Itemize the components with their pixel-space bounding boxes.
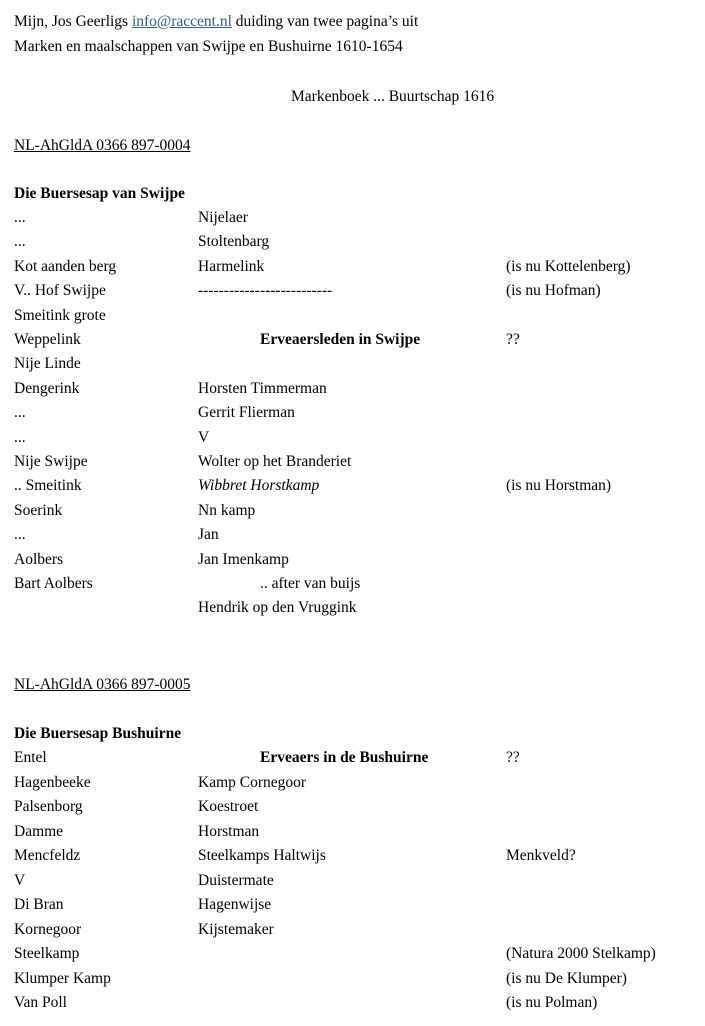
table-row <box>0 895 705 915</box>
place-name: Van Poll <box>14 994 67 1011</box>
place-name: Di Bran <box>14 896 64 913</box>
table-row <box>0 232 705 252</box>
place-name: ... <box>14 428 26 446</box>
table-row <box>0 773 705 793</box>
table-row <box>0 330 705 350</box>
column-heading: Erveaers in de Bushuirne <box>260 749 429 766</box>
note: Menkveld? <box>506 847 576 864</box>
owner-name: .. after van buijs <box>260 575 361 592</box>
owner-name: Horstman <box>198 822 260 840</box>
owner-name: Wibbret Horstkamp <box>198 477 320 495</box>
owner-name: -------------------------- <box>198 282 333 300</box>
archive-reference-1: NL-AhGldA 0366 897-0004 <box>14 137 191 154</box>
table-row <box>0 208 705 228</box>
owner-name: Hagenwijse <box>198 896 272 913</box>
place-name: .. Smeitink <box>14 477 82 495</box>
owner-name: Kamp Cornegoor <box>198 773 307 791</box>
archive-reference-2: NL-AhGldA 0366 897-0005 <box>14 676 191 693</box>
place-name: Aolbers <box>14 550 64 568</box>
place-name: V.. Hof Swijpe <box>14 282 106 300</box>
place-name: Damme <box>14 822 64 840</box>
table-row <box>0 379 705 399</box>
owner-name: Wolter op het Branderiet <box>198 453 352 470</box>
owner-name: Hendrik op den Vruggink <box>198 599 357 617</box>
table-row <box>0 822 705 842</box>
table-row <box>0 944 705 964</box>
table-row <box>0 550 705 570</box>
table-row <box>0 797 705 817</box>
table-row <box>0 281 705 301</box>
note: ?? <box>506 331 520 348</box>
place-name: Weppelink <box>14 331 81 348</box>
table-row <box>0 428 705 448</box>
table-row <box>0 354 705 374</box>
table-row <box>0 574 705 594</box>
owner-name: Stoltenbarg <box>198 233 270 251</box>
place-name: ... <box>14 233 26 251</box>
note: (is nu Polman) <box>506 994 598 1011</box>
owner-name: Jan <box>198 526 219 544</box>
place-name: ... <box>14 404 26 422</box>
owner-name: Jan Imenkamp <box>198 550 289 568</box>
place-name: ... <box>14 526 26 544</box>
table-row <box>0 598 705 618</box>
owner-name: Kijstemaker <box>198 920 274 938</box>
place-name: Hagenbeeke <box>14 773 91 791</box>
intro-line <box>14 12 418 32</box>
table-row <box>0 846 705 866</box>
place-name: V <box>14 871 26 889</box>
place-name: Klumper Kamp <box>14 969 111 987</box>
owner-name: Gerrit Flierman <box>198 404 295 422</box>
owner-name: Nn kamp <box>198 501 256 519</box>
place-name: Steelkamp <box>14 945 80 962</box>
table-row <box>0 452 705 472</box>
table-row <box>0 306 705 326</box>
table-row <box>0 476 705 496</box>
place-name: ... <box>14 209 26 226</box>
owner-name: Steelkamps Haltwijs <box>198 847 326 864</box>
place-name: Soerink <box>14 501 63 519</box>
note: (is nu Hofman) <box>506 282 601 300</box>
table-row <box>0 920 705 940</box>
table-row <box>0 969 705 989</box>
table-row <box>0 871 705 891</box>
note: (is nu De Klumper) <box>506 969 627 987</box>
place-name: Nije Linde <box>14 355 81 373</box>
owner-name: V <box>198 428 210 446</box>
note: (is nu Kottelenberg) <box>506 257 631 275</box>
place-name: Kornegoor <box>14 920 82 938</box>
note: (is nu Horstman) <box>506 477 612 495</box>
section-heading-swijpe: Die Buersesap van Swijpe <box>14 185 185 202</box>
table-row <box>0 748 705 768</box>
column-heading: Erveaersleden in Swijpe <box>260 331 421 348</box>
table-row <box>0 257 705 277</box>
place-name: Nije Swijpe <box>14 453 88 470</box>
place-name: Smeitink grote <box>14 306 106 324</box>
owner-name: Duistermate <box>198 871 274 889</box>
intro-text-after: duiding van twee pagina’s uit <box>231 13 419 30</box>
email-link[interactable]: info@raccent.nl <box>131 13 232 30</box>
document-subtitle: Markenboek ... Buurtschap 1616 <box>291 88 495 105</box>
owner-name: Harmelink <box>198 257 265 275</box>
place-name: Mencfeldz <box>14 847 81 864</box>
place-name: Dengerink <box>14 379 80 397</box>
table-row <box>0 403 705 423</box>
section-heading-bushuirne: Die Buersesap Bushuirne <box>14 725 182 742</box>
owner-name: Nijelaer <box>198 209 248 226</box>
place-name: Bart Aolbers <box>14 575 93 592</box>
document-title: Marken en maalschappen van Swijpe en Bushuirne 1610-1654 <box>14 38 403 55</box>
owner-name: Horsten Timmerman <box>198 379 327 397</box>
place-name: Kot aanden berg <box>14 257 117 275</box>
note: (Natura 2000 Stelkamp) <box>506 945 656 962</box>
table-row <box>0 993 705 1013</box>
place-name: Entel <box>14 749 47 766</box>
note: ?? <box>506 749 520 766</box>
place-name: Palsenborg <box>14 798 83 815</box>
table-row <box>0 501 705 521</box>
table-row <box>0 525 705 545</box>
intro-text: Mijn, Jos Geerligs <box>14 13 132 30</box>
owner-name: Koestroet <box>198 798 259 815</box>
